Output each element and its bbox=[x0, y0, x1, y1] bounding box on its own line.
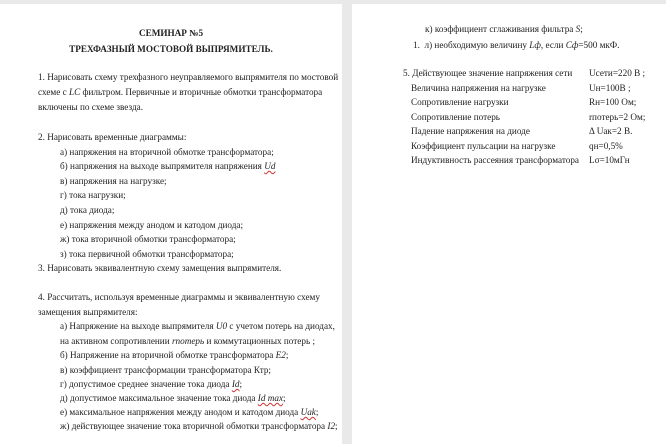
symbol: E2 bbox=[275, 350, 286, 360]
text: б) Напряжение на вторичной обмотке трансформатора bbox=[60, 350, 276, 360]
param-value: Uн=100В ; bbox=[589, 83, 631, 93]
param-label: Индуктивность рассеяния трансформатора bbox=[411, 155, 580, 165]
item2-heading: 2. Нарисовать временные диаграммы: bbox=[38, 132, 187, 142]
text: л) необходимую величину bbox=[424, 40, 530, 50]
text: =500 мкФ. bbox=[578, 40, 620, 50]
symbol: Lф bbox=[529, 40, 541, 50]
text: б) напряжения на выходе выпрямителя напряжения bbox=[60, 161, 265, 171]
item2-b bbox=[60, 161, 275, 172]
item1-line3: включены по схеме звезда. bbox=[38, 102, 143, 112]
item4-d: д) допустимое максимальное значение тока диода Id max; bbox=[60, 393, 286, 403]
item4-line1: 4. Рассчитать, используя временные диаграммы и эквивалентную схему bbox=[38, 292, 320, 302]
symbol: U0 bbox=[215, 321, 228, 331]
text: а) Напряжение на выходе выпрямителя bbox=[60, 321, 216, 331]
item4-b: б) Напряжение на вторичной обмотке трансформатора E2; bbox=[60, 350, 289, 360]
text: фильтром. Первичные и вторичные обмотки трансформатора bbox=[80, 87, 323, 97]
document-page-1 bbox=[0, 4, 342, 444]
item3: 3. Нарисовать эквивалентную схему замещения выпрямителя. bbox=[38, 263, 282, 273]
param-label: Сопротивление нагрузки bbox=[411, 97, 509, 107]
item4-a-line2 bbox=[60, 336, 315, 347]
text: схеме с bbox=[38, 87, 69, 97]
param-value: qн=0,5% bbox=[589, 141, 623, 151]
symbol: Cф bbox=[565, 40, 579, 50]
text: к) коэффициент сглаживания фильтра bbox=[425, 24, 576, 34]
item2-z: з) тока первичной обмотки трансформатора; bbox=[60, 249, 234, 259]
symbol: Id max bbox=[257, 393, 284, 403]
item2-g: г) тока нагрузки; bbox=[60, 190, 126, 200]
text: д) допустимое максимальное значение тока диода bbox=[60, 393, 258, 403]
doc-subtitle: ТРЕХФАЗНЫЙ МОСТОВОЙ ВЫПРЯМИТЕЛЬ. bbox=[69, 44, 273, 54]
item4-k: к) коэффициент сглаживания фильтра S; bbox=[425, 24, 583, 34]
text: с учетом потерь на диодах, bbox=[227, 321, 335, 331]
item2-zh: ж) тока вторичной обмотки трансформатора; bbox=[60, 234, 236, 244]
symbol: Id bbox=[231, 379, 240, 389]
param-label: Сопротивление потерь bbox=[411, 112, 500, 122]
param-value: Lσ=10мГн bbox=[589, 155, 630, 165]
symbol: Uak bbox=[300, 407, 316, 417]
symbol: LC bbox=[68, 87, 81, 97]
item2-a: а) напряжения на вторичной обмотке трансформатора; bbox=[60, 147, 274, 157]
text: и коммутационных потерь ; bbox=[204, 336, 316, 346]
param-label: Величина напряжения на нагрузке bbox=[411, 83, 546, 93]
symbol: Ud bbox=[264, 161, 276, 171]
text: г) допустимое среднее значение тока диода bbox=[60, 379, 232, 389]
item2-v: в) напряжения на нагрузке; bbox=[60, 176, 167, 186]
item1-line2 bbox=[38, 87, 323, 98]
text: е) максимальное напряжения между анодом и катодом диода bbox=[60, 407, 301, 417]
item2-e: е) напряжения между анодом и катодом диода; bbox=[60, 220, 244, 230]
param-value: Rн=100 Ом; bbox=[589, 97, 637, 107]
param-value: Uсети=220 В ; bbox=[589, 68, 646, 78]
symbol: rпотерь bbox=[171, 336, 205, 346]
item2-d: д) тока диода; bbox=[60, 205, 115, 215]
text: на активном сопротивлении bbox=[60, 336, 172, 346]
symbol: I2 bbox=[327, 421, 336, 431]
param-label: Падение напряжения на диоде bbox=[411, 126, 530, 136]
param-label: Коэффициент пульсации на нагрузке bbox=[411, 141, 556, 151]
item4-g: г) допустимое среднее значение тока диода Id; bbox=[60, 379, 243, 389]
list-number: 1. bbox=[413, 40, 420, 50]
param-value: Δ Uак=2 В. bbox=[589, 126, 633, 136]
item4-v: в) коэффициент трансформации трансформатора Ктр; bbox=[60, 365, 271, 375]
doc-title: СЕМИНАР №5 bbox=[138, 28, 204, 38]
symbol: S bbox=[575, 24, 581, 34]
text: , если bbox=[540, 40, 566, 50]
item1-line1: 1. Нарисовать схему трехфазного неуправляемого выпрямителя по мостовой bbox=[38, 72, 339, 82]
item4-l bbox=[413, 40, 619, 51]
param-value: rпотерь=2 Ом; bbox=[589, 112, 646, 122]
item4-line2: замещения выпрямителя: bbox=[38, 307, 138, 317]
document-page-2 bbox=[352, 4, 666, 444]
item4-e: е) максимальное напряжения между анодом и катодом диода Uak; bbox=[60, 407, 319, 417]
item4-zh: ж) действующее значение тока вторичной обмотки трансформатора I2; bbox=[60, 421, 338, 431]
param-label: 5. Действующее значение напряжения сети bbox=[403, 68, 573, 78]
item4-a-line1 bbox=[60, 321, 335, 332]
text: ж) действующее значение тока вторичной обмотки трансформатора bbox=[60, 421, 328, 431]
